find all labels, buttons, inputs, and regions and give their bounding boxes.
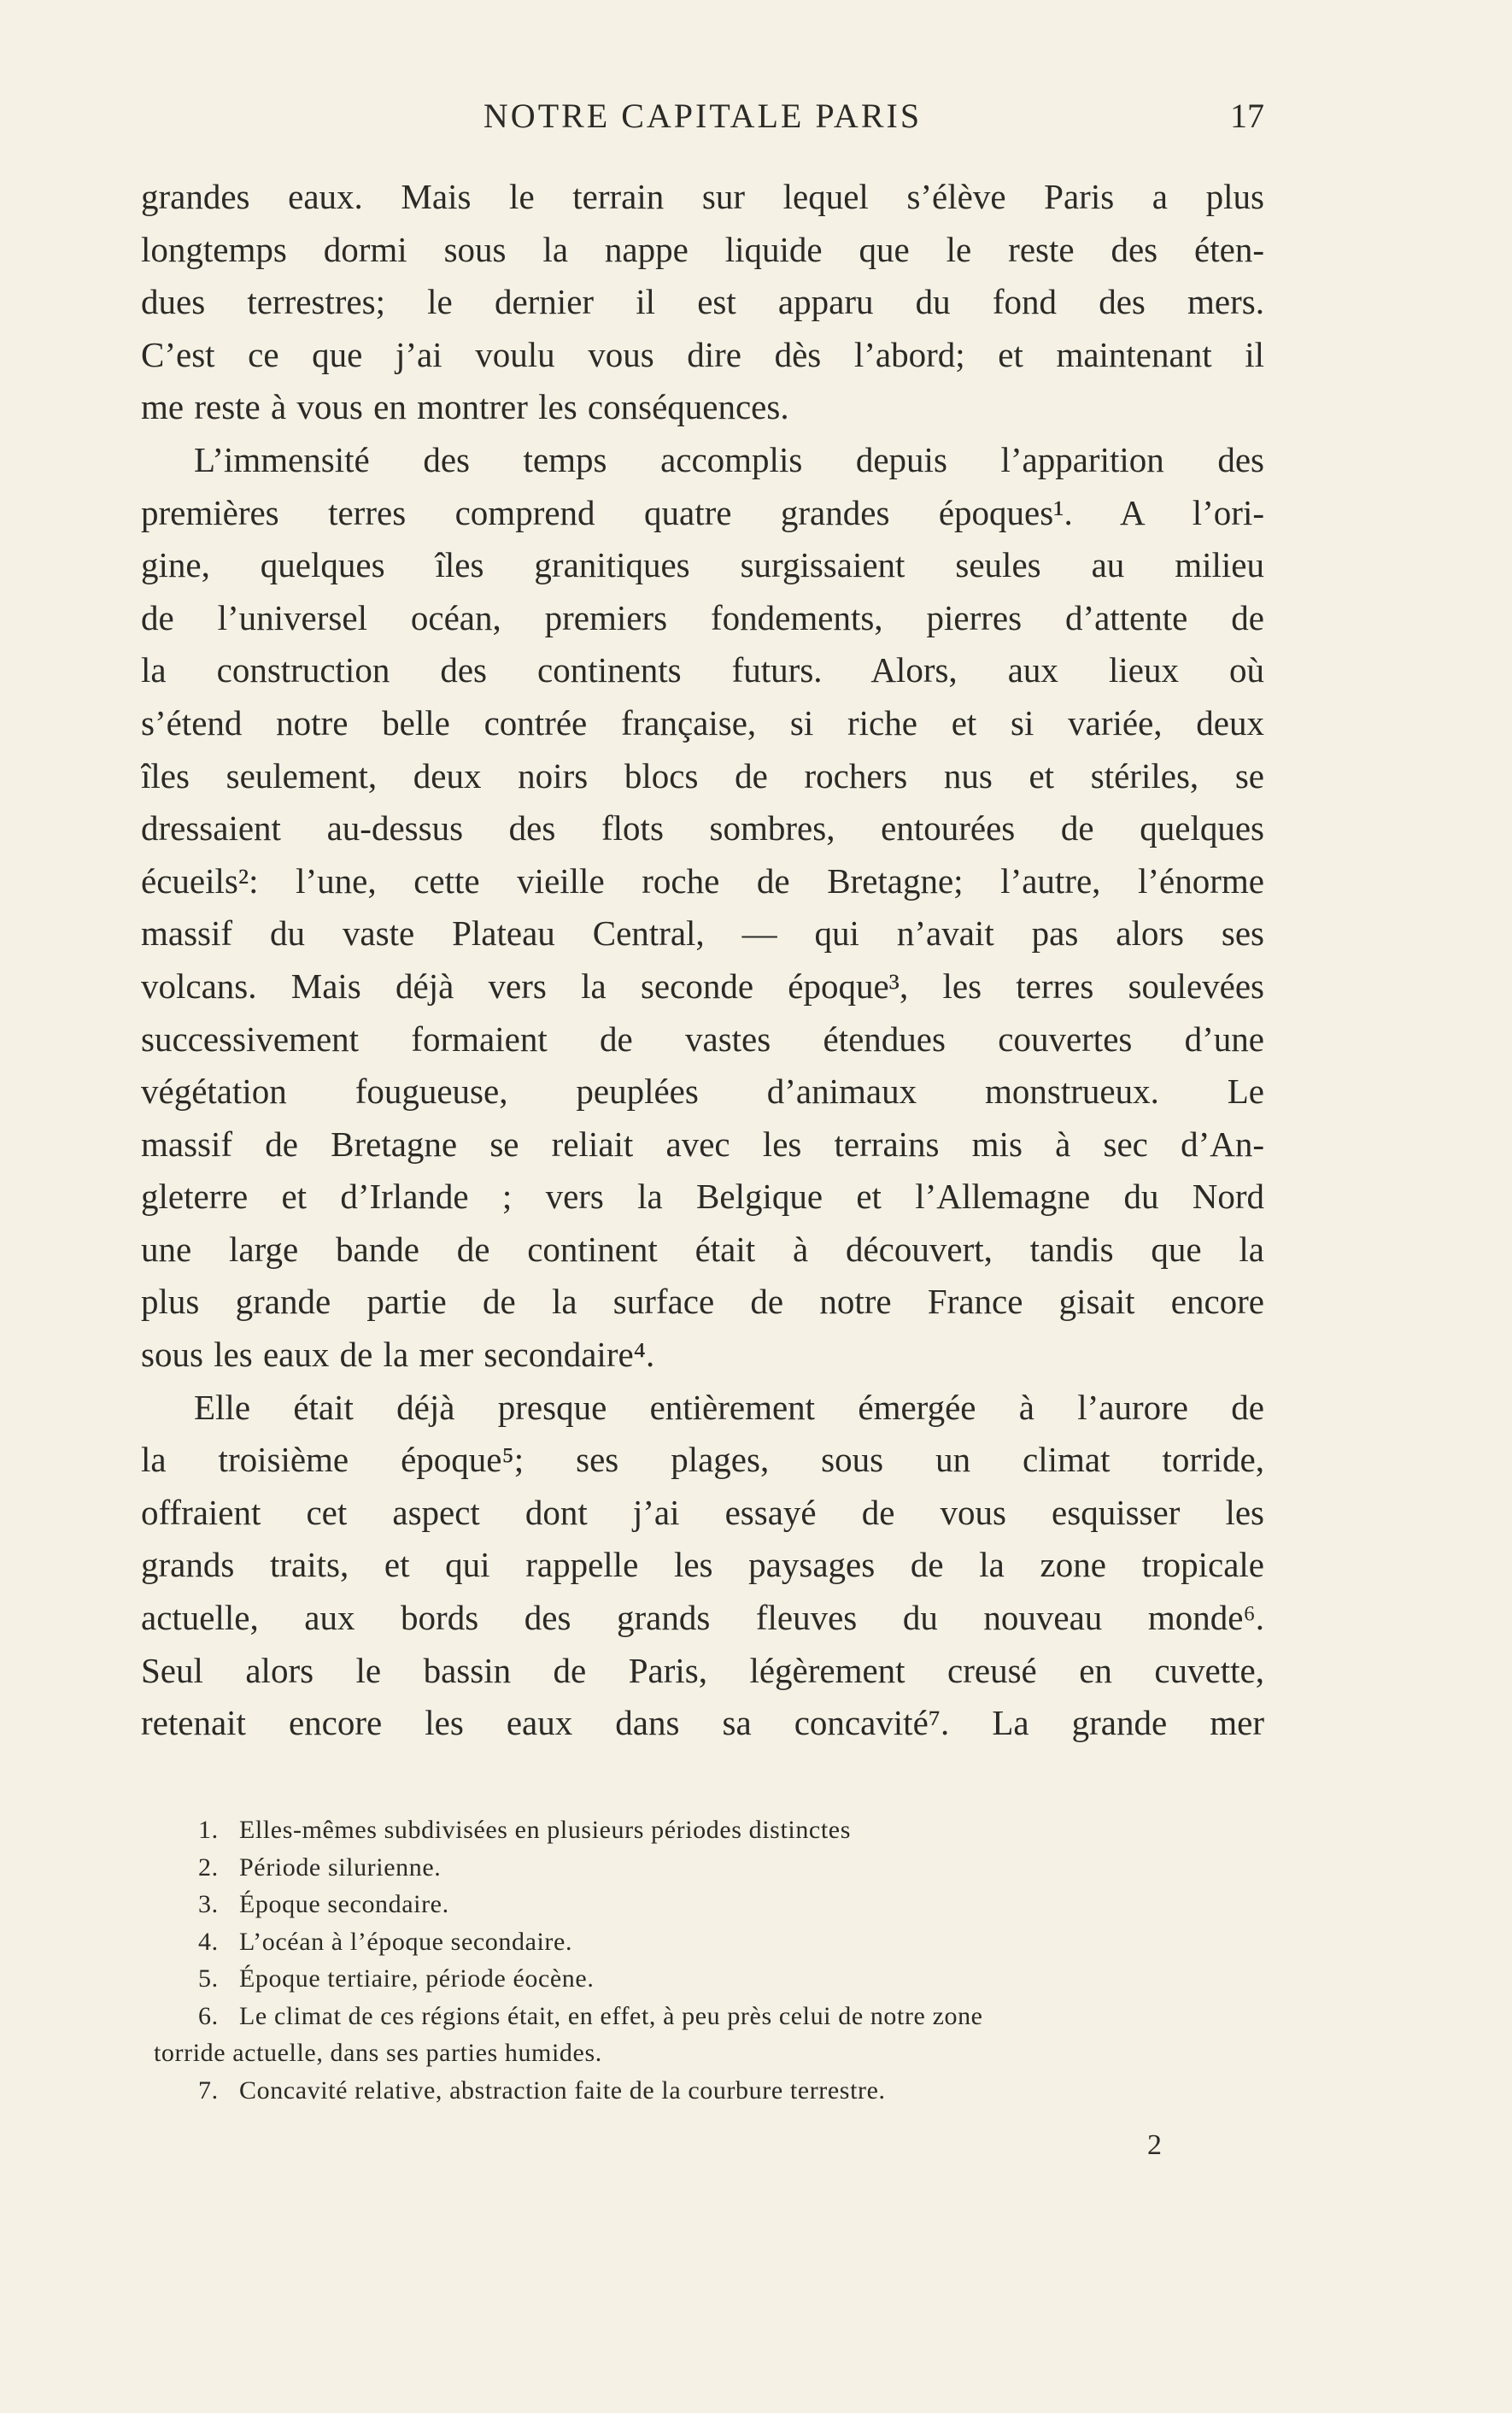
footnote	[154, 1811, 1290, 1849]
text-line: dues terrestres; le dernier il est apparu du fond des mers.	[141, 282, 1264, 322]
footnote-text: Époque tertiaire, période éocène.	[239, 1964, 595, 1993]
footnote	[154, 2072, 1290, 2110]
text-line: me reste à vous en montrer les conséquences.	[141, 387, 789, 427]
text-line: successivement formaient de vastes étendues couvertes d’une	[141, 1019, 1264, 1059]
text-line: massif du vaste Plateau Central, — qui n’avait pas alors ses	[141, 913, 1264, 954]
text-line: retenait encore les eaux dans sa concavité⁷. La grande mer	[141, 1703, 1264, 1743]
text-line: C’est ce que j’ai voulu vous dire dès l’abord; et maintenant il	[141, 334, 1264, 374]
page-number: 17	[1230, 97, 1264, 135]
footnote-text: Le climat de ces régions était, en effet, à peu près celui de notre zone	[239, 2001, 983, 2030]
footnote-text: torride actuelle, dans ses parties humides.	[154, 2039, 602, 2067]
footnote-number: 7.	[198, 2075, 219, 2105]
text-line: une large bande de continent était à découvert, tandis que la	[141, 1229, 1264, 1269]
footnote-text: Période silurienne.	[239, 1852, 442, 1882]
footnote-number: 2.	[198, 1852, 219, 1882]
text-line: dressaient au-dessus des flots sombres, entourées de quelques	[141, 808, 1264, 848]
footnote	[154, 1960, 1290, 1998]
text-line: gine, quelques îles granitiques surgissaient seules au milieu	[141, 545, 1264, 585]
footnote-text: Concavité relative, abstraction faite de la courbure terrestre.	[239, 2075, 886, 2105]
text-line: grands traits, et qui rappelle les paysages de la zone tropicale	[141, 1545, 1264, 1585]
text-line: Elle était déjà presque entièrement émergée à l’aurore de	[194, 1387, 1264, 1427]
footnotes	[154, 1811, 1290, 2109]
footnote-text: L’océan à l’époque secondaire.	[239, 1927, 573, 1956]
text-line: Seul alors le bassin de Paris, légèrement creusé en cuvette,	[141, 1650, 1264, 1690]
running-head: NOTRE CAPITALE PARIS	[483, 97, 923, 135]
text-line: la troisième époque⁵; ses plages, sous un climat torride,	[141, 1440, 1264, 1480]
text-line: sous les eaux de la mer secondaire⁴.	[141, 1335, 655, 1375]
text-line: la construction des continents futurs. Alors, aux lieux où	[141, 650, 1264, 690]
footnote-number: 1.	[198, 1816, 219, 1844]
body-text	[141, 171, 1264, 1750]
footnote-continuation	[154, 2034, 1290, 2072]
text-line: premières terres comprend quatre grandes époques¹. A l’ori-	[141, 492, 1264, 532]
footnote-number: 5.	[198, 1964, 219, 1993]
footnote-text: Époque secondaire.	[239, 1890, 449, 1918]
text-line: L’immensité des temps accomplis depuis l’apparition des	[194, 439, 1264, 479]
text-line: actuelle, aux bords des grands fleuves du nouveau monde⁶.	[141, 1598, 1264, 1638]
text-line: s’étend notre belle contrée française, si riche et si variée, deux	[141, 702, 1264, 743]
page-header	[141, 96, 1264, 147]
footnote	[154, 1923, 1290, 1961]
text-line: végétation fougueuse, peuplées d’animaux monstrueux. Le	[141, 1071, 1264, 1112]
footnote	[154, 1886, 1290, 1923]
text-line: longtemps dormi sous la nappe liquide que le reste des éten-	[141, 229, 1264, 269]
footnote-text: Elles-mêmes subdivisées en plusieurs périodes distinctes	[239, 1816, 851, 1844]
footnote-number: 4.	[198, 1927, 219, 1956]
text-line: volcans. Mais déjà vers la seconde époque³, les terres soulevées	[141, 966, 1264, 1006]
footnote	[154, 1998, 1290, 2035]
text-line: de l’universel océan, premiers fondements, pierres d’attente de	[141, 597, 1264, 637]
text-line: îles seulement, deux noirs blocs de rochers nus et stériles, se	[141, 755, 1264, 796]
text-line: grandes eaux. Mais le terrain sur lequel s’élève Paris a plus	[141, 177, 1264, 216]
footnote-number: 3.	[198, 1890, 219, 1918]
footnote	[154, 1849, 1290, 1887]
text-line: plus grande partie de la surface de notre France gisait encore	[141, 1282, 1264, 1322]
footnote-number: 6.	[198, 2001, 219, 2030]
text-line: écueils²: l’une, cette vieille roche de Bretagne; l’autre, l’énorme	[141, 860, 1264, 901]
text-line: offraient cet aspect dont j’ai essayé de vous esquisser les	[141, 1492, 1264, 1532]
signature-mark: 2	[1147, 2129, 1162, 2161]
text-line: gleterre et d’Irlande ; vers la Belgique et l’Allemagne du Nord	[141, 1177, 1264, 1217]
text-line: massif de Bretagne se reliait avec les terrains mis à sec d’An-	[141, 1124, 1264, 1164]
